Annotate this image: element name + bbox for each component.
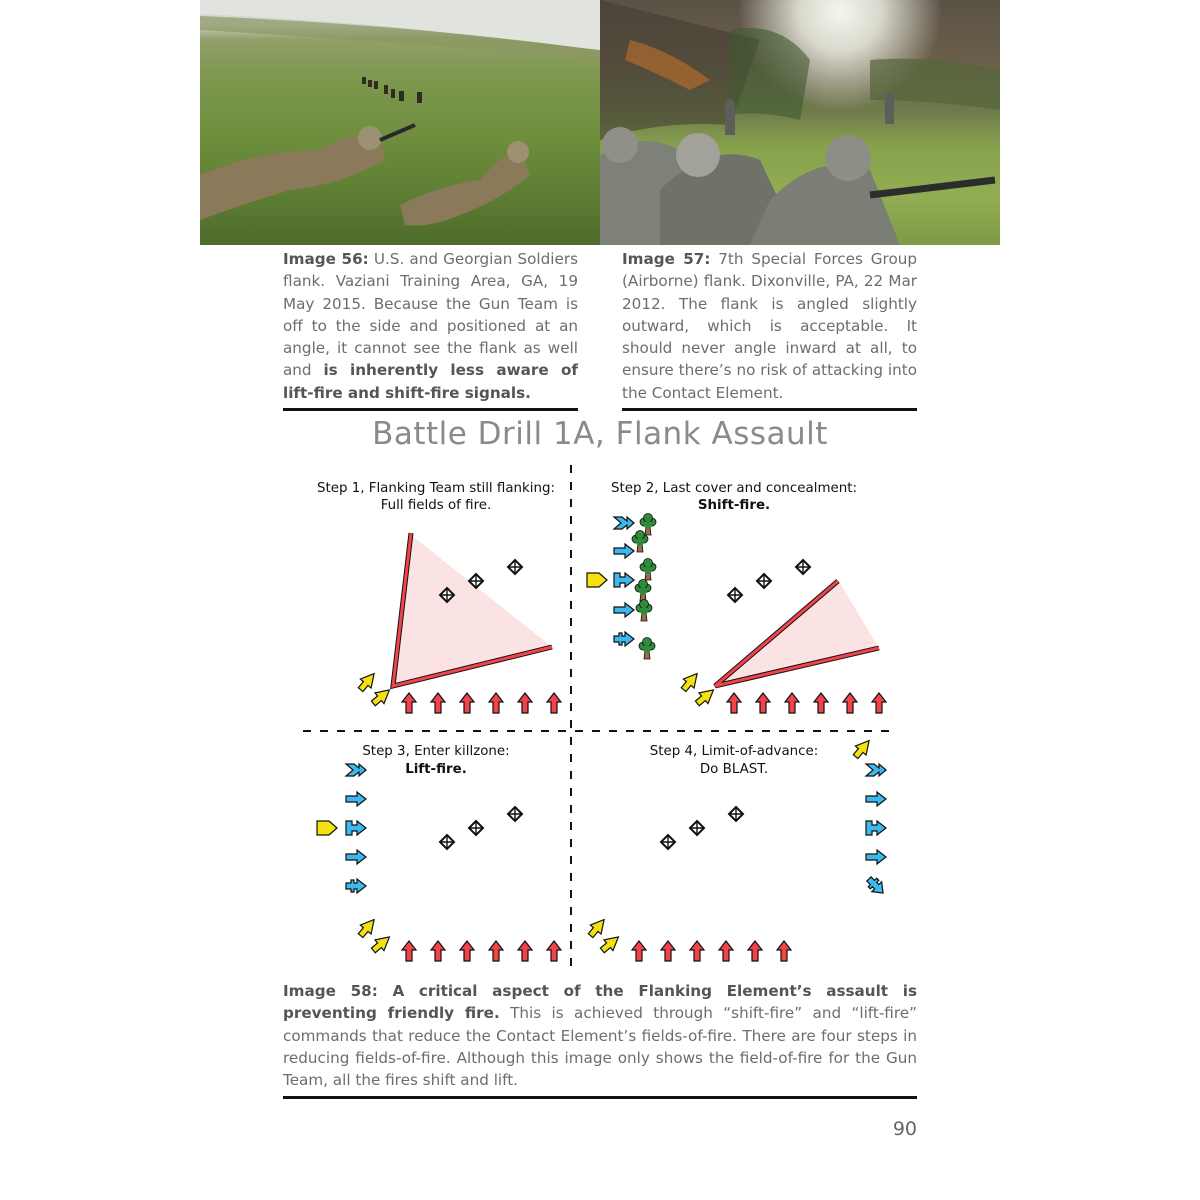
step-2-panel [587, 481, 886, 713]
gun-team-ag-icon [355, 915, 379, 940]
step-1-subtitle: Full fields of fire. [380, 498, 492, 513]
gun-team-mg-icon [598, 932, 623, 956]
trees-cover [632, 514, 656, 660]
caption-57-text: 7th Special Forces Group (Airborne) flank. Dixonville, PA, 22 Mar 2012. The flank is angled slightly outward, which is acceptable. It should never angle inward at all, to ensure there’s no risk of attacking into the Contact Element. [622, 250, 917, 402]
caption-56-text: U.S. and Georgian Soldiers flank. Vaziani Training Area, GA, 19 May 2015. Because the Gun Team is off to the side and positioned at an angle, it cannot see the flank as well and [283, 250, 578, 380]
step-4-panel [585, 736, 888, 961]
contact-element [402, 941, 561, 961]
caption-58-text: This is achieved through “shift-fire” and “lift-fire” commands that reduce the Contact Element’s fields-of-fire. There are four steps in reducing fields-of-fire. Although this image only shows the field-of-fire for the Gun Team, all the fires shift and lift. [283, 1004, 917, 1090]
step-4-title: Step 4, Limit-of-advance: [649, 744, 819, 759]
field-of-fire [393, 535, 551, 686]
gun-team-ag-icon [355, 669, 379, 694]
contact-element [727, 693, 886, 713]
contact-element [402, 693, 561, 713]
gun-team-mg-icon [693, 685, 718, 709]
objective-markers [440, 807, 522, 849]
photo-image-57 [600, 0, 1000, 245]
diagram-title: Battle Drill 1A, Flank Assault [372, 416, 828, 452]
caption-image-57 [622, 248, 917, 404]
step-3-title: Step 3, Enter killzone: [362, 744, 510, 759]
gun-team-mg-icon [369, 685, 394, 709]
caption-57-label: Image 57: [622, 250, 711, 268]
contact-element [632, 941, 791, 961]
gun-team-mg-icon [369, 932, 394, 956]
objective-markers [728, 560, 810, 602]
gun-team-ag-icon [585, 915, 609, 940]
photo-57-scene [600, 0, 1000, 245]
flanking-element [850, 736, 888, 898]
caption-56-bold-tail: is inherently less aware of lift-fire and shift-fire signals. [283, 361, 578, 402]
caption-58-bold: Image 58: A critical aspect of the Flanking Element’s assault is preventing friendly fire. [283, 982, 917, 1023]
caption-image-56 [283, 248, 578, 404]
caption-image-58 [283, 980, 917, 1091]
page-number: 90 [892, 1118, 917, 1140]
caption-57-rule [622, 408, 917, 411]
caption-56-label: Image 56: [283, 250, 369, 268]
photo-56-scene [200, 0, 600, 245]
step-2-title: Step 2, Last cover and concealment: [611, 481, 857, 496]
step-3-panel [317, 744, 561, 961]
flanking-element [317, 764, 366, 893]
caption-58-rule [283, 1096, 917, 1099]
caption-56-rule [283, 408, 578, 411]
flank-assault-diagram [280, 460, 920, 980]
step-4-subtitle: Do BLAST. [699, 762, 769, 777]
step-2-subtitle: Shift-fire. [697, 498, 771, 513]
step-1-panel [317, 481, 561, 713]
step-3-subtitle: Lift-fire. [405, 762, 467, 777]
gun-team-ag-icon [678, 669, 702, 694]
objective-markers [661, 807, 743, 849]
step-1-title: Step 1, Flanking Team still flanking: [316, 481, 556, 496]
photo-image-56 [200, 0, 600, 245]
flanking-element [587, 517, 634, 646]
